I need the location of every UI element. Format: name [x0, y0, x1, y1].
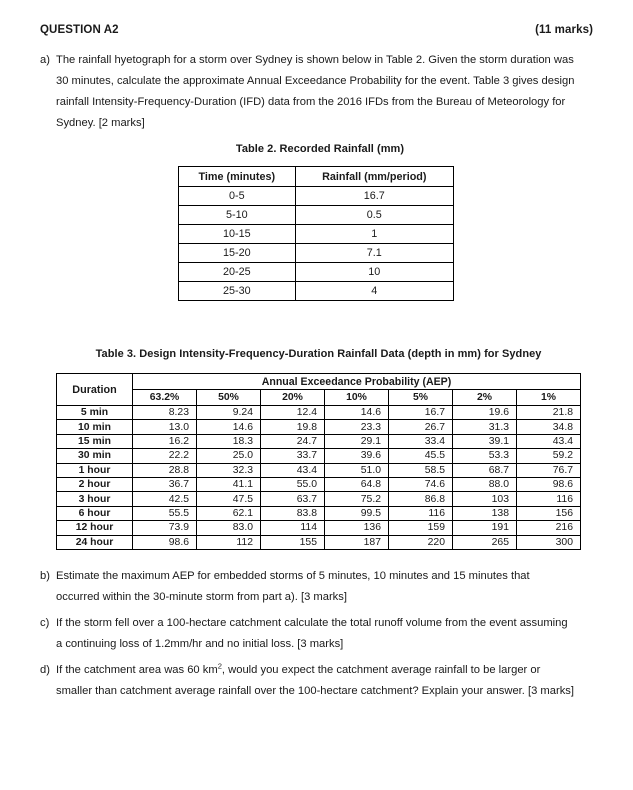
table3-cell-value: 83.8 — [261, 506, 325, 520]
table2-cell-rainfall: 0.5 — [295, 206, 453, 225]
table2-col-time: Time (minutes) — [179, 167, 296, 187]
table3-cell-value: 75.2 — [325, 492, 389, 506]
table3-cell-value: 41.1 — [197, 477, 261, 491]
table3-cell-value: 25.0 — [197, 449, 261, 463]
table3-col-aep-3: 10% — [325, 390, 389, 406]
table3-cell-value: 29.1 — [325, 434, 389, 448]
table2-cell-time: 5-10 — [179, 206, 296, 225]
question-part-c — [40, 613, 593, 655]
table3-row-duration: 2 hour — [57, 477, 133, 491]
table3-cell-value: 28.8 — [133, 463, 197, 477]
table3-cell-value: 43.4 — [517, 434, 581, 448]
table3-cell-value: 112 — [197, 535, 261, 549]
table3-cell-value: 114 — [261, 521, 325, 535]
table3-cell-value: 55.0 — [261, 477, 325, 491]
marks-total: (11 marks) — [535, 24, 593, 36]
table-row — [57, 406, 581, 420]
table3-cell-value: 26.7 — [389, 420, 453, 434]
table3-row-duration: 6 hour — [57, 506, 133, 520]
table3-cell-value: 36.7 — [133, 477, 197, 491]
table-row — [179, 282, 454, 301]
table3-cell-value: 39.6 — [325, 449, 389, 463]
table-row — [179, 263, 454, 282]
table3-cell-value: 43.4 — [261, 463, 325, 477]
table3-cell-value: 45.5 — [389, 449, 453, 463]
table2-cell-rainfall: 16.7 — [295, 187, 453, 206]
table3-caption: Table 3. Design Intensity-Frequency-Duration Rainfall Data (depth in mm) for Sydney — [95, 348, 542, 360]
table3-cell-value: 156 — [517, 506, 581, 520]
table2-cell-time: 10-15 — [179, 225, 296, 244]
table3-cell-value: 76.7 — [517, 463, 581, 477]
table-row — [57, 521, 581, 535]
table2-cell-rainfall: 7.1 — [295, 244, 453, 263]
question-part-b — [40, 566, 593, 608]
table3-col-aep-4: 5% — [389, 390, 453, 406]
table3-cell-value: 19.8 — [261, 420, 325, 434]
question-header — [40, 24, 593, 36]
table3-cell-value: 24.7 — [261, 434, 325, 448]
table3-cell-value: 116 — [517, 492, 581, 506]
table-row — [57, 506, 581, 520]
table3-cell-value: 74.6 — [389, 477, 453, 491]
page-title: QUESTION A2 — [40, 24, 119, 36]
table3-cell-value: 98.6 — [133, 535, 197, 549]
table-row — [179, 244, 454, 263]
table3-cell-value: 86.8 — [389, 492, 453, 506]
table2-caption: Table 2. Recorded Rainfall (mm) — [235, 143, 405, 155]
table3-cell-value: 300 — [517, 535, 581, 549]
table3-col-aep-1: 50% — [197, 390, 261, 406]
table3-row-duration: 15 min — [57, 434, 133, 448]
part-d-superscript: 2 — [217, 661, 222, 671]
table-row — [57, 463, 581, 477]
part-b-text: Estimate the maximum AEP for embedded storms of 5 minutes, 10 minutes and 15 minutes that occurred within the 30-minute storm from part a). [3 marks] — [56, 570, 530, 603]
table3-col-aep-6: 1% — [517, 390, 581, 406]
part-c-text: If the storm fell over a 100-hectare catchment calculate the total runoff volume from the event assuming a continuing loss of 1.2mm/hr and no initial loss. [3 marks] — [56, 617, 568, 650]
table-row — [57, 477, 581, 491]
table3-cell-value: 98.6 — [517, 477, 581, 491]
table3-cell-value: 216 — [517, 521, 581, 535]
table3-cell-value: 103 — [453, 492, 517, 506]
table3-cell-value: 16.2 — [133, 434, 197, 448]
table3-cell-value: 116 — [389, 506, 453, 520]
table3-cell-value: 23.3 — [325, 420, 389, 434]
table3-row-duration: 10 min — [57, 420, 133, 434]
table3-cell-value: 138 — [453, 506, 517, 520]
table2-container — [178, 166, 454, 301]
table3-group-header-aep: Annual Exceedance Probability (AEP) — [133, 374, 581, 390]
table2-header-row — [179, 167, 454, 187]
table-row — [57, 434, 581, 448]
table3-body — [57, 406, 581, 550]
table3-cell-value: 8.23 — [133, 406, 197, 420]
table3-cell-value: 16.7 — [389, 406, 453, 420]
table3-cell-value: 21.8 — [517, 406, 581, 420]
part-d-text — [56, 660, 576, 702]
table3-cell-value: 59.2 — [517, 449, 581, 463]
table3-cell-value: 64.8 — [325, 477, 389, 491]
part-d-text-after: , would you expect the catchment average rainfall to be larger or smaller than catchment average rainfall over the 100-hectare catchment? Explain your answer. [3 marks] — [56, 664, 574, 697]
table3-row-duration: 3 hour — [57, 492, 133, 506]
table3-header-row-group — [57, 374, 581, 390]
table2-cell-time: 25-30 — [179, 282, 296, 301]
table2-cell-time: 15-20 — [179, 244, 296, 263]
table3-cell-value: 187 — [325, 535, 389, 549]
ifd-rainfall-table — [56, 373, 581, 550]
table3-cell-value: 33.4 — [389, 434, 453, 448]
table3-cell-value: 83.0 — [197, 521, 261, 535]
table-row — [57, 492, 581, 506]
table3-cell-value: 68.7 — [453, 463, 517, 477]
question-part-d — [40, 660, 593, 702]
table3-cell-value: 42.5 — [133, 492, 197, 506]
table3-cell-value: 191 — [453, 521, 517, 535]
table3-cell-value: 19.6 — [453, 406, 517, 420]
table3-cell-value: 88.0 — [453, 477, 517, 491]
table2-cell-time: 0-5 — [179, 187, 296, 206]
table2-cell-time: 20-25 — [179, 263, 296, 282]
table3-col-aep-5: 2% — [453, 390, 517, 406]
table3-cell-value: 31.3 — [453, 420, 517, 434]
table3-cell-value: 220 — [389, 535, 453, 549]
table3-cell-value: 18.3 — [197, 434, 261, 448]
part-c-marker: c) — [40, 617, 50, 629]
table3-cell-value: 58.5 — [389, 463, 453, 477]
table2-cell-rainfall: 4 — [295, 282, 453, 301]
table3-cell-value: 39.1 — [453, 434, 517, 448]
table-row — [57, 535, 581, 549]
table3-cell-value: 62.1 — [197, 506, 261, 520]
table3-row-duration: 12 hour — [57, 521, 133, 535]
table3-cell-value: 13.0 — [133, 420, 197, 434]
table3-cell-value: 155 — [261, 535, 325, 549]
table3-cell-value: 51.0 — [325, 463, 389, 477]
table3-cell-value: 14.6 — [197, 420, 261, 434]
table3-header-row-pct — [57, 390, 581, 406]
table3-row-duration: 30 min — [57, 449, 133, 463]
table3-container — [56, 373, 581, 550]
table2-cell-rainfall: 1 — [295, 225, 453, 244]
table3-cell-value: 32.3 — [197, 463, 261, 477]
table3-row-duration: 24 hour — [57, 535, 133, 549]
table3-cell-value: 73.9 — [133, 521, 197, 535]
table2-col-rainfall: Rainfall (mm/period) — [295, 167, 453, 187]
part-b-marker: b) — [40, 570, 50, 582]
table3-row-duration: 1 hour — [57, 463, 133, 477]
table3-cell-value: 55.5 — [133, 506, 197, 520]
table3-cell-value: 136 — [325, 521, 389, 535]
table-row — [57, 449, 581, 463]
part-a-marker: a) — [40, 54, 50, 66]
part-d-text-before: If the catchment area was 60 km — [56, 664, 218, 676]
table3-cell-value: 99.5 — [325, 506, 389, 520]
table3-cell-value: 53.3 — [453, 449, 517, 463]
table3-row-duration: 5 min — [57, 406, 133, 420]
part-d-marker: d) — [40, 664, 50, 676]
question-part-a — [40, 50, 593, 134]
table-row — [179, 225, 454, 244]
table2-cell-rainfall: 10 — [295, 263, 453, 282]
table-row — [179, 187, 454, 206]
table3-cell-value: 63.7 — [261, 492, 325, 506]
table3-col-aep-2: 20% — [261, 390, 325, 406]
table3-cell-value: 34.8 — [517, 420, 581, 434]
table3-cell-value: 33.7 — [261, 449, 325, 463]
table-row — [57, 420, 581, 434]
table-row — [179, 206, 454, 225]
table3-col-aep-0: 63.2% — [133, 390, 197, 406]
table3-cell-value: 22.2 — [133, 449, 197, 463]
table3-cell-value: 9.24 — [197, 406, 261, 420]
table3-col-duration: Duration — [57, 374, 133, 406]
table3-cell-value: 159 — [389, 521, 453, 535]
table3-cell-value: 12.4 — [261, 406, 325, 420]
table3-cell-value: 14.6 — [325, 406, 389, 420]
table3-cell-value: 265 — [453, 535, 517, 549]
part-a-text: The rainfall hyetograph for a storm over Sydney is shown below in Table 2. Given the storm duration was 30 minutes, calculate the approximate Annual Exceedance Probability for the event. Table 3 gives design rainfall Intensity-Frequency-Duration (IFD) data from the 2016 IFDs from the Bureau of Meteorology for Sydney. [2 marks] — [56, 54, 575, 129]
recorded-rainfall-table — [178, 166, 454, 301]
table3-cell-value: 47.5 — [197, 492, 261, 506]
